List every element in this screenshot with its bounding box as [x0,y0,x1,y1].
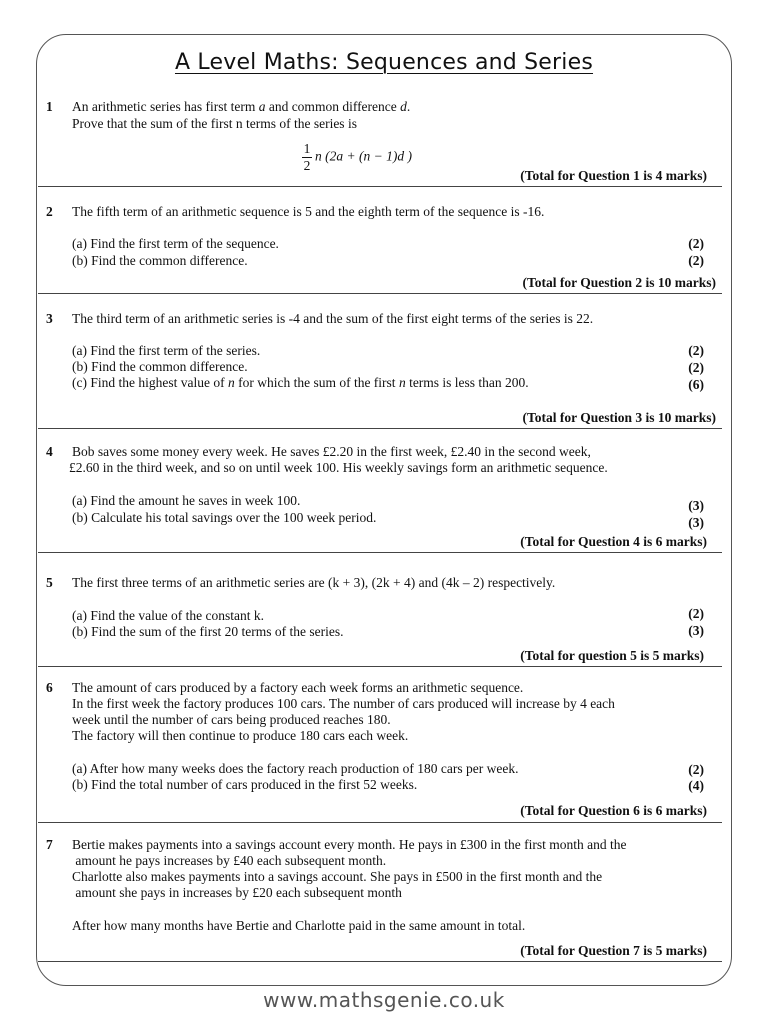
question-2-part-a: (a) Find the first term of the sequence. [72,236,279,251]
question-6-part-b-marks: (4) [688,778,704,793]
divider [38,666,722,667]
question-4-part-a: (a) Find the amount he saves in week 100. [72,493,301,508]
question-5-total: (Total for question 5 is 5 marks) [520,648,704,663]
formula-fraction: $\frac{1}{2}$ [303,141,311,173]
question-7-question: After how many months have Bertie and Charlotte paid in the same amount in total. [72,918,526,933]
question-6-part-b: (b) Find the total number of cars produced in the first 52 weeks. [72,777,418,792]
question-5-part-b: (b) Find the sum of the first 20 terms of the series. [72,624,344,639]
question-4-total: (Total for Question 4 is 6 marks) [520,534,707,549]
question-7-line-2: amount he pays increases by £40 each subsequent month. [72,853,387,868]
question-4-line-1: Bob saves some money every week. He saves £2.20 in the first week, £2.40 in the second week, [72,444,591,459]
question-6-line-3: week until the number of cars being produced reaches 180. [72,712,391,727]
question-6-line-2: In the first week the factory produces 100 cars. The number of cars produced will increase by 4 each [72,696,615,711]
divider [38,186,722,187]
divider [38,822,722,823]
question-1-line-2: Prove that the sum of the first n terms of the series is [72,116,357,131]
question-7-number: 7 [46,837,53,852]
question-7-line-1: Bertie makes payments into a savings account every month. He pays in £300 in the first month and the [72,837,627,852]
question-3-part-a: (a) Find the first term of the series. [72,343,261,358]
question-6-part-a-marks: (2) [688,762,704,777]
formula-body: n (2a + (n − 1)d ) [315,148,412,164]
question-6-line-1: The amount of cars produced by a factory each week forms an arithmetic sequence. [72,680,524,695]
question-2-line-1: The fifth term of an arithmetic sequence is 5 and the eighth term of the sequence is -16. [72,204,545,219]
divider [38,552,722,553]
question-3-part-b-marks: (2) [688,360,704,375]
question-3-part-c-marks: (6) [688,377,704,392]
question-2-total: (Total for Question 2 is 10 marks) [522,275,716,290]
question-5-number: 5 [46,575,53,590]
question-6-part-a: (a) After how many weeks does the factory reach production of 180 cars per week. [72,761,519,776]
question-2-part-a-marks: (2) [688,236,704,251]
question-1-line-1: An arithmetic series has first term a and common difference d. [72,99,411,114]
question-3-part-c: (c) Find the highest value of n for which the sum of the first n terms is less than 200. [72,375,529,390]
question-6-number: 6 [46,680,53,695]
page-title: A Level Maths: Sequences and Series [174,50,594,75]
question-4-part-b-marks: (3) [688,515,704,530]
question-4-part-b: (b) Calculate his total savings over the 100 week period. [72,510,377,525]
question-6-total: (Total for Question 6 is 6 marks) [520,803,707,818]
question-4-number: 4 [46,444,53,459]
question-2-number: 2 [46,204,53,219]
divider [38,428,722,429]
question-3-line-1: The third term of an arithmetic series is -4 and the sum of the first eight terms of the series is 22. [72,311,594,326]
footer-website: www.mathsgenie.co.uk [263,988,505,1012]
question-7-line-3: Charlotte also makes payments into a savings account. She pays in £500 in the first month and the [72,869,603,884]
question-5-part-b-marks: (3) [688,623,704,638]
question-5-line-1: The first three terms of an arithmetic series are (k + 3), (2k + 4) and (4k – 2) respectively. [72,575,556,590]
question-7-total: (Total for Question 7 is 5 marks) [520,943,707,958]
divider [38,293,722,294]
question-6-line-4: The factory will then continue to produce 180 cars each week. [72,728,409,743]
question-7-line-4: amount she pays in increases by £20 each subsequent month [72,885,402,900]
question-5-part-a-marks: (2) [688,606,704,621]
question-3-part-b: (b) Find the common difference. [72,359,248,374]
question-4-part-a-marks: (3) [688,498,704,513]
divider [38,961,722,962]
question-3-part-a-marks: (2) [688,343,704,358]
question-1-number: 1 [46,99,53,114]
question-2-part-b-marks: (2) [688,253,704,268]
question-2-part-b: (b) Find the common difference. [72,253,248,268]
question-4-line-2: £2.60 in the third week, and so on until week 100. His weekly savings form an arithmetic sequence. [69,460,608,475]
question-1-total: (Total for Question 1 is 4 marks) [520,168,707,183]
question-3-total: (Total for Question 3 is 10 marks) [522,410,716,425]
question-5-part-a: (a) Find the value of the constant k. [72,608,264,623]
question-3-number: 3 [46,311,53,326]
question-1-formula [302,141,412,174]
